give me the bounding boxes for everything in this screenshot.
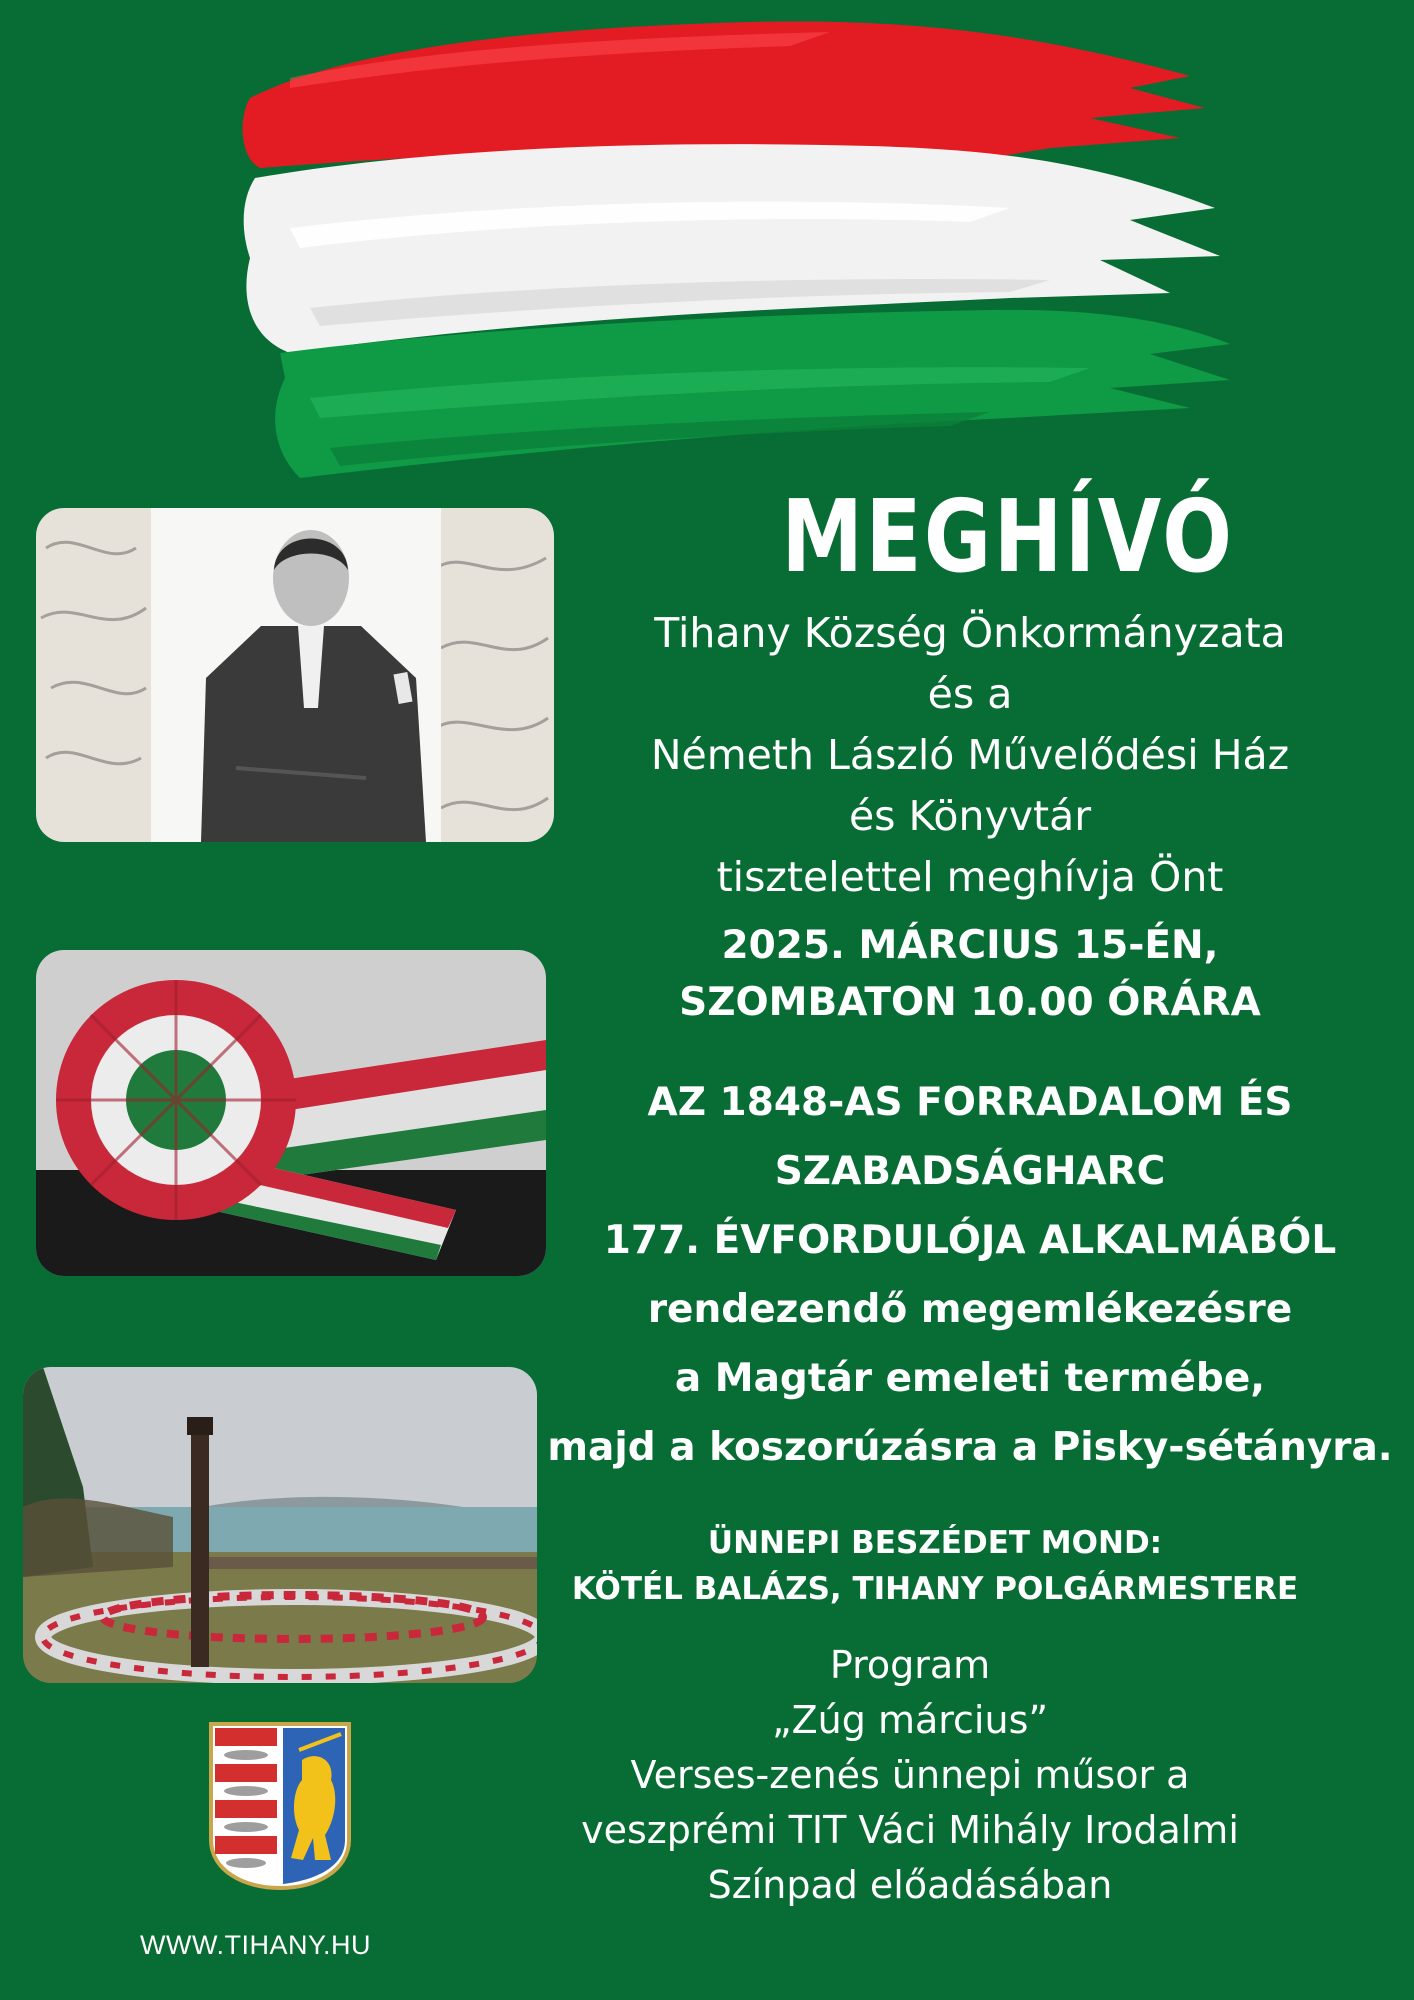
program-line: Színpad előadásában: [707, 1863, 1113, 1907]
page-title: MEGHÍVÓ: [781, 478, 1235, 595]
date-line: SZOMBATON 10.00 ÓRÁRA: [679, 980, 1261, 1025]
memorial-photo: [23, 1367, 537, 1683]
hungarian-flag-brush-icon: [230, 8, 1240, 488]
speaker-info: [570, 1520, 1300, 1612]
invitation-line: Tihany Község Önkormányzata: [654, 609, 1286, 657]
speech-line: KÖTÉL BALÁZS, TIHANY POLGÁRMESTERE: [571, 1571, 1299, 1607]
program-line: „Zúg március”: [771, 1698, 1049, 1742]
invitation-text: [590, 603, 1350, 908]
event-occasion: [545, 1068, 1395, 1482]
date-line: 2025. MÁRCIUS 15-ÉN,: [721, 923, 1219, 968]
occasion-line: SZABADSÁGHARC: [774, 1149, 1166, 1194]
occasion-line: rendezendő megemlékezésre: [647, 1287, 1293, 1332]
invitation-line: Németh László Művelődési Ház: [650, 731, 1290, 779]
occasion-line: AZ 1848-AS FORRADALOM ÉS: [647, 1080, 1293, 1125]
invitation-line: tisztelettel meghívja Önt: [716, 853, 1224, 901]
program-line: Program: [829, 1643, 991, 1687]
invitation-line: és Könyvtár: [848, 792, 1092, 840]
speech-line: ÜNNEPI BESZÉDET MOND:: [707, 1525, 1163, 1561]
program-line: Verses-zenés ünnepi műsor a: [630, 1753, 1190, 1797]
portrait-photo: [36, 508, 554, 842]
event-date: [600, 917, 1340, 1031]
cockade-photo: [36, 950, 546, 1276]
occasion-line: majd a koszorúzásra a Pisky-sétányra.: [547, 1425, 1393, 1470]
invitation-line: és a: [927, 670, 1013, 718]
program-line: veszprémi TIT Váci Mihály Irodalmi: [581, 1808, 1239, 1852]
program-info: [570, 1638, 1250, 1913]
occasion-line: 177. ÉVFORDULÓJA ALKALMÁBÓL: [603, 1218, 1337, 1263]
website-link[interactable]: WWW.TIHANY.HU: [140, 1930, 371, 1960]
tihany-coat-of-arms-icon: [207, 1720, 353, 1892]
occasion-line: a Magtár emeleti termébe,: [674, 1356, 1266, 1401]
